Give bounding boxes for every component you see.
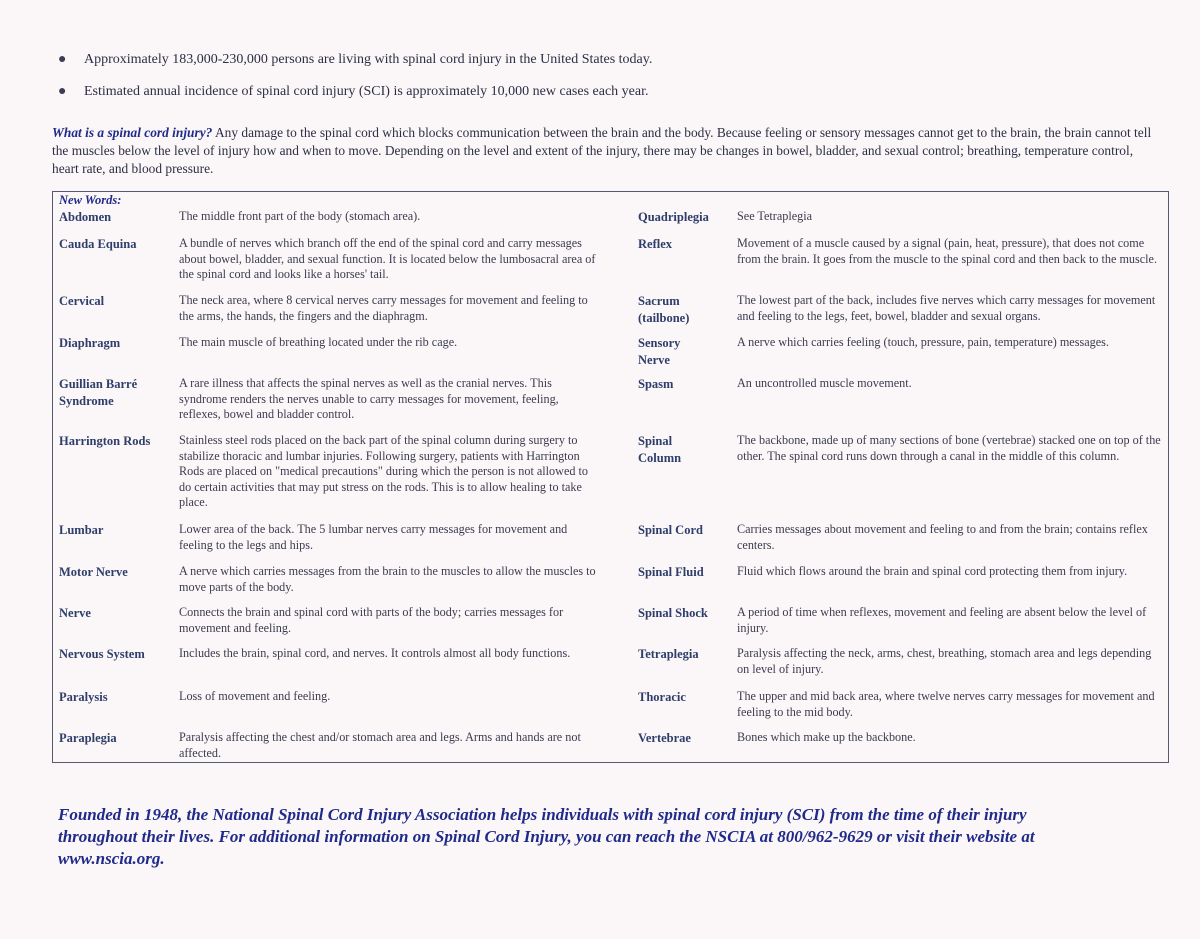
glossary-box [52, 191, 1169, 763]
glossary-definition: A rare illness that affects the spinal nerves as well as the cranial nerves. This syndrome renders the nerves unable to carry messages for movement, feeling, reflexes, bowel and bladder control. [179, 376, 559, 421]
glossary-term: Diaphragm [59, 336, 121, 350]
glossary-term: Nerve [59, 606, 91, 620]
glossary-term: Paralysis [59, 690, 108, 704]
glossary-definition: Paralysis affecting the chest and/or stomach area and legs. Arms and hands are not affected. [179, 730, 581, 760]
glossary-definition: A nerve which carries feeling (touch, pressure, pain, temperature) messages. [737, 335, 1109, 349]
glossary-definition: A nerve which carries messages from the brain to the muscles to allow the muscles to move parts of the body. [179, 564, 596, 594]
glossary-term: Vertebrae [638, 731, 691, 745]
glossary-definition: Paralysis affecting the neck, arms, chest, breathing, stomach area and legs depending on level of injury. [737, 646, 1152, 676]
statistic-text: Approximately 183,000-230,000 persons are living with spinal cord injury in the United States today. [84, 52, 653, 67]
statistics-list [58, 52, 1158, 116]
sci-definition [52, 124, 1152, 178]
definition-text: Any damage to the spinal cord which blocks communication between the brain and the body. Because feeling or sensory messages cannot get to the brain, the brain cannot tell the muscles below the level of injury how and when to move. Depending on the level and extent of the injury, there may be changes in bowel, bladder, and sexual control; breathing, temperature control, heart rate, and blood pressure. [52, 125, 1152, 176]
glossary-term: Guillian Barré Syndrome [59, 377, 138, 408]
statistic-text: Estimated annual incidence of spinal cord injury (SCI) is approximately 10,000 new cases each year. [84, 84, 649, 99]
glossary-definition: Includes the brain, spinal cord, and nerves. It controls almost all body functions. [179, 646, 571, 660]
glossary-term: Spinal Column [638, 434, 682, 465]
glossary-definition: See Tetraplegia [737, 209, 813, 223]
glossary-term: Cervical [59, 294, 105, 308]
glossary-term: Paraplegia [59, 731, 117, 745]
glossary-term: Motor Nerve [59, 565, 128, 579]
glossary-term: Spinal Shock [638, 606, 708, 620]
glossary-definition: Loss of movement and feeling. [179, 689, 331, 703]
statistic-item [58, 84, 1158, 116]
glossary-definition: The lowest part of the back, includes five nerves which carry messages for movement and feeling to the legs, feet, bowel, bladder and sexual organs. [737, 293, 1156, 323]
glossary-term: Nervous System [59, 647, 145, 661]
glossary-definition: Connects the brain and spinal cord with parts of the body; carries messages for movement and feeling. [179, 605, 564, 635]
glossary-term: Sensory Nerve [638, 336, 681, 367]
bullet-icon: ● [58, 84, 67, 99]
glossary-definition: Stainless steel rods placed on the back part of the spinal column during surgery to stabilize thoracic and lumbar injuries. Following surgery, patients with Harrington Rods are placed on "medical precautions" during which the person is not allowed to do certain activities that may put stress on the rods. This is to allow healing to take place. [179, 433, 588, 509]
glossary-term: Spinal Fluid [638, 565, 704, 579]
glossary-label: New Words: [59, 193, 122, 207]
definition-question: What is a spinal cord injury? [52, 125, 213, 140]
bullet-icon: ● [58, 52, 67, 67]
glossary-term: Cauda Equina [59, 237, 137, 251]
glossary-definition: Bones which make up the backbone. [737, 730, 916, 744]
glossary-term: Reflex [638, 237, 673, 251]
glossary-term: Lumbar [59, 523, 104, 537]
glossary-definition: Carries messages about movement and feeling to and from the brain; contains reflex centers. [737, 522, 1148, 552]
glossary-definition: The middle front part of the body (stomach area). [179, 209, 421, 223]
glossary-term: Sacrum (tailbone) [638, 294, 690, 325]
glossary-term: Quadriplegia [638, 210, 709, 224]
glossary-term: Thoracic [638, 690, 686, 704]
glossary-definition: The neck area, where 8 cervical nerves carry messages for movement and feeling to the arms, the hands, the fingers and the diaphragm. [179, 293, 588, 323]
nscia-footer: Founded in 1948, the National Spinal Cord Injury Association helps individuals with spinal cord injury (SCI) from the time of their injury throughout their lives. For additional information on Spinal Cord Injury, you can reach the NSCIA at 800/962-9629 or visit their website at www.nscia.org. [58, 805, 1035, 868]
statistic-item [58, 52, 1158, 84]
glossary-definition: The main muscle of breathing located under the rib cage. [179, 335, 458, 349]
glossary-term: Abdomen [59, 210, 112, 224]
glossary-term: Spinal Cord [638, 523, 703, 537]
glossary-definition: A period of time when reflexes, movement and feeling are absent below the level of injury. [737, 605, 1147, 635]
glossary-definition: Fluid which flows around the brain and spinal cord protecting them from injury. [737, 564, 1128, 578]
glossary-definition: A bundle of nerves which branch off the end of the spinal cord and carry messages about bowel, bladder, and sexual function. It is located below the lumbosacral area of the spinal cord and looks like a horses' tail. [179, 236, 596, 281]
glossary-term: Tetraplegia [638, 647, 699, 661]
glossary-term: Harrington Rods [59, 434, 151, 448]
glossary-definition: An uncontrolled muscle movement. [737, 376, 912, 390]
glossary-definition: Movement of a muscle caused by a signal (pain, heat, pressure), that does not come from the brain. It goes from the muscle to the spinal cord and then back to the muscle. [737, 236, 1158, 266]
glossary-term: Spasm [638, 377, 674, 391]
glossary-definition: The backbone, made up of many sections of bone (vertebrae) stacked one on top of the other. The spinal cord runs down through a canal in the middle of this column. [737, 433, 1161, 463]
glossary-definition: The upper and mid back area, where twelve nerves carry messages for movement and feeling to the mid body. [737, 689, 1155, 719]
glossary-definition: Lower area of the back. The 5 lumbar nerves carry messages for movement and feeling to the legs and hips. [179, 522, 568, 552]
